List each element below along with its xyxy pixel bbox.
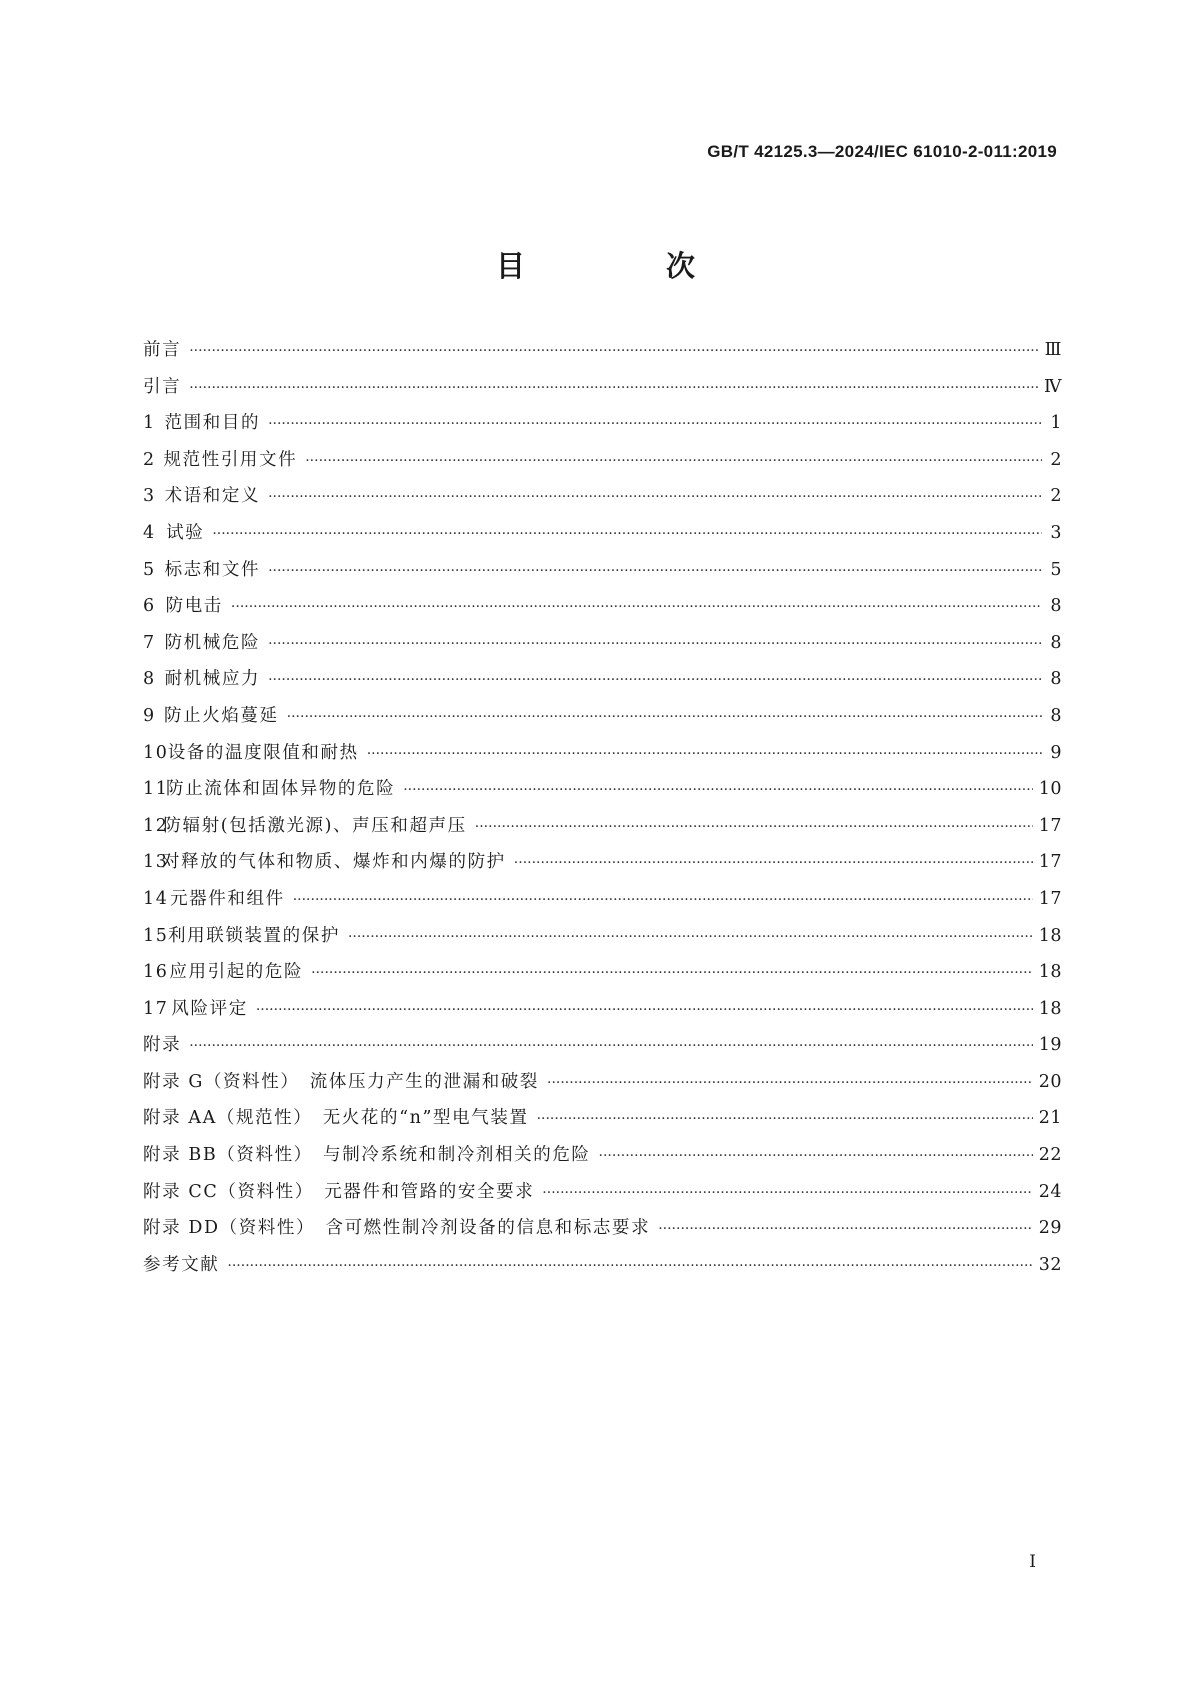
toc-entry-label: 引言 — [143, 376, 182, 397]
toc-entry-page: 2 — [1050, 486, 1062, 507]
toc-entry-label: 附录 CC（资料性） 元器件和管路的安全要求 — [143, 1181, 535, 1202]
toc-entry-label: 防止火焰蔓延 — [164, 705, 279, 726]
toc-leader-dots — [227, 1258, 1032, 1274]
toc-entry[interactable] — [143, 739, 1062, 776]
toc-entry-page: 8 — [1050, 669, 1062, 690]
toc-entry-label: 防辐射(包括激光源)、声压和超声压 — [163, 815, 467, 836]
toc-leader-dots — [212, 526, 1042, 542]
toc-entry[interactable] — [143, 702, 1062, 739]
toc-entry-number: 2 — [143, 449, 156, 470]
toc-leader-dots — [311, 965, 1033, 981]
toc-entry-label: 风险评定 — [171, 998, 248, 1019]
toc-entry[interactable] — [143, 848, 1062, 885]
toc-entry-number: 11 — [143, 779, 169, 800]
standard-number: GB/T 42125.3—2024/IEC 61010-2-011:2019 — [707, 142, 1057, 161]
toc-entry-number: 12 — [143, 815, 169, 836]
toc-entry-page: 22 — [1038, 1145, 1062, 1166]
toc-leader-dots — [537, 1111, 1033, 1127]
toc-leader-dots — [293, 892, 1033, 908]
toc-entry-label: 设备的温度限值和耐热 — [167, 742, 359, 763]
toc-entry-page: 24 — [1038, 1181, 1062, 1202]
toc-entry-label: 防止流体和固体异物的危险 — [166, 779, 396, 800]
toc-entry-page: 17 — [1038, 888, 1062, 909]
toc-entry-label: 附录 DD（资料性） 含可燃性制冷剂设备的信息和标志要求 — [143, 1218, 651, 1239]
toc-leader-dots — [514, 855, 1033, 871]
toc-entry-label: 利用联锁装置的保护 — [168, 925, 340, 946]
toc-entry-label: 术语和定义 — [164, 486, 261, 507]
table-of-contents — [143, 336, 1062, 1287]
toc-entry-number: 8 — [143, 669, 156, 690]
toc-entry[interactable] — [143, 629, 1062, 666]
toc-leader-dots — [287, 709, 1042, 725]
toc-entry-page: 29 — [1038, 1218, 1062, 1239]
toc-entry-label: 耐机械应力 — [164, 669, 261, 690]
toc-entry[interactable] — [143, 409, 1062, 446]
toc-entry-page: 8 — [1050, 596, 1062, 617]
toc-entry-page: 19 — [1038, 1035, 1062, 1056]
toc-leader-dots — [268, 416, 1042, 432]
toc-entry-page: 1 — [1050, 413, 1062, 434]
toc-entry[interactable] — [143, 1141, 1062, 1178]
toc-leader-dots — [268, 563, 1042, 579]
toc-leader-dots — [231, 599, 1042, 615]
toc-entry-label: 防机械危险 — [164, 632, 261, 653]
toc-leader-dots — [475, 819, 1033, 835]
toc-entry[interactable] — [143, 519, 1062, 556]
toc-leader-dots — [189, 380, 1038, 396]
toc-entry-label: 防电击 — [165, 596, 223, 617]
toc-entry-number: 6 — [143, 596, 156, 617]
toc-entry-label: 附录 G（资料性） 流体压力产生的泄漏和破裂 — [143, 1071, 539, 1092]
toc-entry-page: 17 — [1038, 852, 1062, 873]
toc-entry[interactable] — [143, 556, 1062, 593]
toc-entry-number: 3 — [143, 486, 156, 507]
toc-entry[interactable] — [143, 775, 1062, 812]
toc-entry[interactable] — [143, 1104, 1062, 1141]
toc-entry-label: 应用引起的危险 — [169, 962, 304, 983]
toc-entry-number: 10 — [143, 742, 169, 763]
toc-entry-number: 5 — [143, 559, 156, 580]
toc-entry-label: 元器件和组件 — [170, 888, 285, 909]
toc-leader-dots — [658, 1221, 1033, 1237]
toc-leader-dots — [268, 489, 1042, 505]
toc-entry-label: 附录 BB（资料性） 与制冷系统和制冷剂相关的危险 — [143, 1145, 591, 1166]
toc-entry[interactable] — [143, 446, 1062, 483]
toc-entry-number: 15 — [143, 925, 169, 946]
toc-entry-number: 13 — [143, 852, 169, 873]
toc-entry-label: 前言 — [143, 340, 182, 360]
toc-leader-dots — [547, 1075, 1033, 1091]
toc-entry-page: 8 — [1050, 705, 1062, 726]
toc-entry-page: 8 — [1050, 632, 1062, 653]
toc-entry[interactable] — [143, 1214, 1062, 1251]
toc-entry-number: 16 — [143, 962, 169, 983]
toc-entry-page: 20 — [1038, 1071, 1062, 1092]
toc-entry-number: 1 — [143, 413, 156, 434]
toc-leader-dots — [367, 746, 1042, 762]
toc-entry-number: 14 — [143, 888, 169, 909]
toc-leader-dots — [542, 1185, 1032, 1201]
toc-entry[interactable] — [143, 373, 1062, 410]
toc-leader-dots — [348, 929, 1033, 945]
toc-entry-page: 2 — [1050, 449, 1062, 470]
toc-entry-label: 附录 AA（规范性） 无火花的“n”型电气装置 — [143, 1108, 529, 1129]
toc-leader-dots — [305, 453, 1042, 469]
toc-entry[interactable] — [143, 336, 1062, 373]
toc-entry[interactable] — [143, 812, 1062, 849]
toc-entry-page: 10 — [1038, 779, 1062, 800]
toc-entry-label: 对释放的气体和物质、爆炸和内爆的防护 — [161, 852, 506, 873]
toc-leader-dots — [189, 1038, 1033, 1054]
toc-entry-page: Ⅳ — [1044, 376, 1062, 397]
toc-entry-page: 18 — [1038, 962, 1062, 983]
toc-entry[interactable] — [143, 885, 1062, 922]
toc-entry-label: 规范性引用文件 — [163, 449, 298, 470]
toc-leader-dots — [268, 672, 1042, 688]
toc-entry[interactable] — [143, 1251, 1062, 1288]
toc-entry[interactable] — [143, 995, 1062, 1032]
toc-entry-page: 18 — [1038, 998, 1062, 1019]
toc-entry-label: 试验 — [166, 522, 205, 543]
toc-entry-label: 范围和目的 — [164, 413, 261, 434]
toc-leader-dots — [256, 1002, 1033, 1018]
toc-entry-number: 17 — [143, 998, 169, 1019]
page-title: 目 次 — [495, 249, 751, 283]
toc-entry-page: 3 — [1050, 522, 1062, 543]
toc-entry-page: 5 — [1050, 559, 1062, 580]
toc-entry[interactable] — [143, 922, 1062, 959]
toc-leader-dots — [268, 636, 1042, 652]
toc-entry-label: 参考文献 — [143, 1254, 220, 1275]
toc-leader-dots — [189, 343, 1038, 359]
toc-entry-number: 7 — [143, 632, 156, 653]
toc-entry-page: 21 — [1038, 1108, 1062, 1129]
toc-entry[interactable] — [143, 592, 1062, 629]
toc-entry-page: 32 — [1038, 1254, 1062, 1275]
toc-entry-page: 18 — [1038, 925, 1062, 946]
toc-entry-number: 4 — [143, 522, 156, 543]
toc-entry-label: 标志和文件 — [164, 559, 261, 580]
toc-entry[interactable] — [143, 665, 1062, 702]
toc-entry[interactable] — [143, 1178, 1062, 1215]
page-number: Ⅰ — [1029, 1552, 1036, 1572]
toc-entry[interactable] — [143, 958, 1062, 995]
toc-entry-page: 9 — [1050, 742, 1062, 763]
toc-entry-label: 附录 — [143, 1035, 182, 1056]
toc-entry[interactable] — [143, 1031, 1062, 1068]
toc-entry[interactable] — [143, 482, 1062, 519]
toc-entry-page: Ⅲ — [1044, 340, 1062, 360]
toc-entry-page: 17 — [1038, 815, 1062, 836]
toc-leader-dots — [599, 1148, 1033, 1164]
toc-entry[interactable] — [143, 1068, 1062, 1105]
toc-entry-number: 9 — [143, 705, 156, 726]
toc-leader-dots — [403, 782, 1032, 798]
